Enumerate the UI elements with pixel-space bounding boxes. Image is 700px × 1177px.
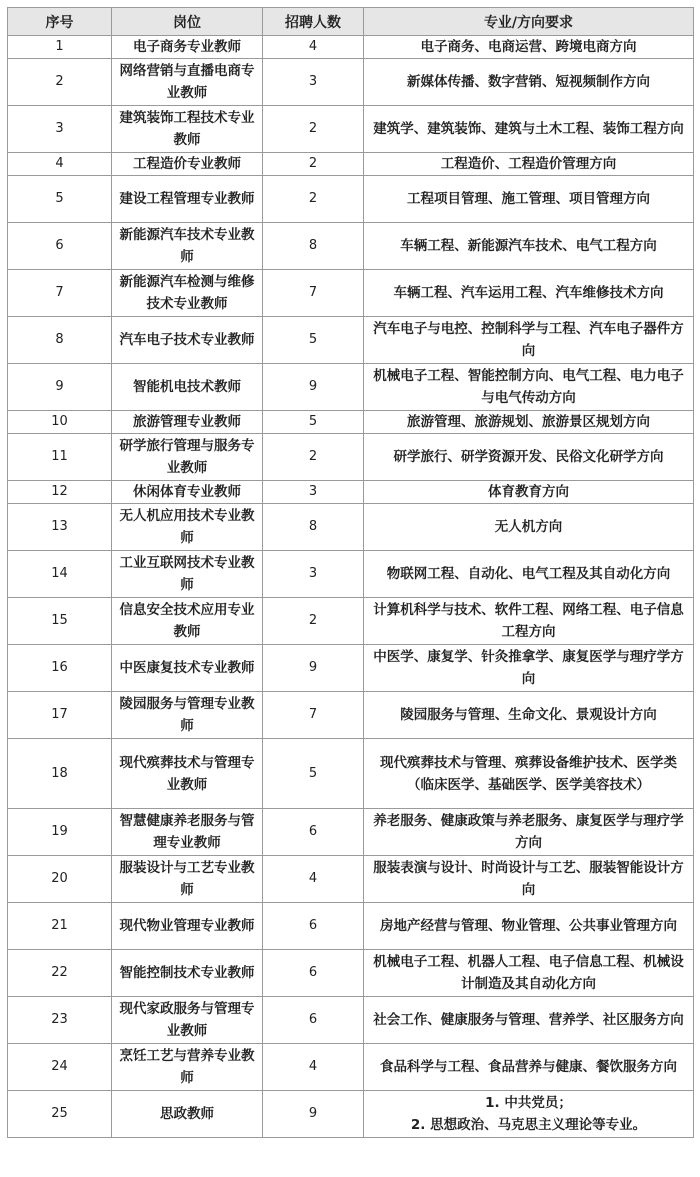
headcount-cell: 8 bbox=[263, 504, 364, 551]
row-number: 4 bbox=[8, 153, 112, 176]
row-number: 6 bbox=[8, 223, 112, 270]
headcount-cell: 5 bbox=[263, 739, 364, 809]
position-cell: 旅游管理专业教师 bbox=[112, 411, 263, 434]
position-cell: 信息安全技术应用专业教师 bbox=[112, 598, 263, 645]
position-cell: 网络营销与直播电商专业教师 bbox=[112, 59, 263, 106]
headcount-cell: 8 bbox=[263, 223, 364, 270]
row-number: 17 bbox=[8, 692, 112, 739]
header-count: 招聘人数 bbox=[263, 8, 364, 36]
table-row bbox=[8, 856, 694, 903]
headcount-cell: 5 bbox=[263, 317, 364, 364]
recruitment-table bbox=[7, 7, 694, 1138]
headcount-cell: 6 bbox=[263, 903, 364, 950]
row-number: 24 bbox=[8, 1044, 112, 1091]
row-number: 13 bbox=[8, 504, 112, 551]
table-row bbox=[8, 692, 694, 739]
position-cell: 现代殡葬技术与管理专业教师 bbox=[112, 739, 263, 809]
requirement-line: 中医学、康复学、针灸推拿学、康复医学与理疗学方向 bbox=[373, 649, 684, 687]
table-row bbox=[8, 106, 694, 153]
headcount-cell: 6 bbox=[263, 809, 364, 856]
row-number: 12 bbox=[8, 481, 112, 504]
position-cell: 中医康复技术专业教师 bbox=[112, 645, 263, 692]
requirement-cell bbox=[364, 1044, 694, 1091]
requirement-cell bbox=[364, 59, 694, 106]
position-cell: 建筑装饰工程技术专业教师 bbox=[112, 106, 263, 153]
position-cell: 无人机应用技术专业教师 bbox=[112, 504, 263, 551]
requirement-cell bbox=[364, 223, 694, 270]
row-number: 21 bbox=[8, 903, 112, 950]
table-row bbox=[8, 434, 694, 481]
row-number: 5 bbox=[8, 176, 112, 223]
table-row bbox=[8, 1091, 694, 1138]
row-number: 3 bbox=[8, 106, 112, 153]
position-cell: 工程造价专业教师 bbox=[112, 153, 263, 176]
requirement-cell bbox=[364, 434, 694, 481]
table-row bbox=[8, 950, 694, 997]
requirement-cell bbox=[364, 856, 694, 903]
requirement-line: 车辆工程、汽车运用工程、汽车维修技术方向 bbox=[393, 285, 664, 301]
requirement-line: 工程项目管理、施工管理、项目管理方向 bbox=[407, 191, 650, 207]
row-number: 2 bbox=[8, 59, 112, 106]
requirement-line: 体育教育方向 bbox=[488, 484, 569, 500]
table-row bbox=[8, 551, 694, 598]
table-row bbox=[8, 997, 694, 1044]
position-cell: 现代家政服务与管理专业教师 bbox=[112, 997, 263, 1044]
row-number: 20 bbox=[8, 856, 112, 903]
table-row bbox=[8, 270, 694, 317]
position-cell: 休闲体育专业教师 bbox=[112, 481, 263, 504]
requirement-line: 养老服务、健康政策与养老服务、康复医学与理疗学方向 bbox=[373, 813, 684, 851]
position-cell: 研学旅行管理与服务专业教师 bbox=[112, 434, 263, 481]
headcount-cell: 4 bbox=[263, 1044, 364, 1091]
position-cell: 现代物业管理专业教师 bbox=[112, 903, 263, 950]
position-cell: 陵园服务与管理专业教师 bbox=[112, 692, 263, 739]
headcount-cell: 6 bbox=[263, 997, 364, 1044]
requirement-cell bbox=[364, 997, 694, 1044]
requirement-cell bbox=[364, 36, 694, 59]
requirement-cell bbox=[364, 645, 694, 692]
row-number: 18 bbox=[8, 739, 112, 809]
requirement-line: 汽车电子与电控、控制科学与工程、汽车电子器件方向 bbox=[373, 321, 684, 359]
position-cell: 智能控制技术专业教师 bbox=[112, 950, 263, 997]
table-row bbox=[8, 739, 694, 809]
requirement-line: 2. 思想政治、马克思主义理论等专业。 bbox=[410, 1117, 647, 1133]
headcount-cell: 6 bbox=[263, 950, 364, 997]
requirement-cell bbox=[364, 1091, 694, 1138]
headcount-cell: 2 bbox=[263, 176, 364, 223]
requirement-line: 无人机方向 bbox=[494, 519, 563, 535]
requirement-line: 房地产经营与管理、物业管理、公共事业管理方向 bbox=[380, 918, 677, 934]
row-number: 9 bbox=[8, 364, 112, 411]
requirement-cell bbox=[364, 692, 694, 739]
requirement-cell bbox=[364, 739, 694, 809]
requirement-cell bbox=[364, 176, 694, 223]
table-row bbox=[8, 176, 694, 223]
row-number: 7 bbox=[8, 270, 112, 317]
table-row bbox=[8, 1044, 694, 1091]
requirement-line: 建筑学、建筑装饰、建筑与土木工程、装饰工程方向 bbox=[373, 121, 684, 137]
requirement-cell bbox=[364, 903, 694, 950]
position-cell: 新能源汽车检测与维修技术专业教师 bbox=[112, 270, 263, 317]
requirement-line: 机械电子工程、智能控制方向、电气工程、电力电子与电气传动方向 bbox=[373, 368, 684, 406]
row-number: 22 bbox=[8, 950, 112, 997]
header-requirement: 专业/方向要求 bbox=[364, 8, 694, 36]
table-row bbox=[8, 59, 694, 106]
table-row bbox=[8, 317, 694, 364]
requirement-line: 机械电子工程、机器人工程、电子信息工程、机械设计制造及其自动化方向 bbox=[373, 954, 684, 992]
requirement-line: 旅游管理、旅游规划、旅游景区规划方向 bbox=[407, 414, 650, 430]
table-row bbox=[8, 481, 694, 504]
headcount-cell: 2 bbox=[263, 153, 364, 176]
requirement-line: 新媒体传播、数字营销、短视频制作方向 bbox=[407, 74, 650, 90]
requirement-line: 服装表演与设计、时尚设计与工艺、服装智能设计方向 bbox=[373, 860, 684, 898]
position-cell: 思政教师 bbox=[112, 1091, 263, 1138]
row-number: 15 bbox=[8, 598, 112, 645]
headcount-cell: 9 bbox=[263, 364, 364, 411]
table-row bbox=[8, 411, 694, 434]
table-row bbox=[8, 504, 694, 551]
header-row bbox=[8, 8, 694, 36]
header-no: 序号 bbox=[8, 8, 112, 36]
table-row bbox=[8, 645, 694, 692]
headcount-cell: 4 bbox=[263, 856, 364, 903]
row-number: 10 bbox=[8, 411, 112, 434]
requirement-line: 物联网工程、自动化、电气工程及其自动化方向 bbox=[386, 566, 671, 582]
headcount-cell: 3 bbox=[263, 59, 364, 106]
headcount-cell: 2 bbox=[263, 106, 364, 153]
requirement-cell bbox=[364, 504, 694, 551]
table-row bbox=[8, 809, 694, 856]
position-cell: 烹饪工艺与营养专业教师 bbox=[112, 1044, 263, 1091]
headcount-cell: 7 bbox=[263, 692, 364, 739]
table-row bbox=[8, 598, 694, 645]
row-number: 16 bbox=[8, 645, 112, 692]
position-cell: 新能源汽车技术专业教师 bbox=[112, 223, 263, 270]
row-number: 14 bbox=[8, 551, 112, 598]
requirement-cell bbox=[364, 270, 694, 317]
table-row bbox=[8, 364, 694, 411]
position-cell: 工业互联网技术专业教师 bbox=[112, 551, 263, 598]
headcount-cell: 9 bbox=[263, 645, 364, 692]
headcount-cell: 2 bbox=[263, 598, 364, 645]
requirement-cell bbox=[364, 153, 694, 176]
headcount-cell: 3 bbox=[263, 551, 364, 598]
requirement-cell bbox=[364, 317, 694, 364]
requirement-cell bbox=[364, 809, 694, 856]
headcount-cell: 5 bbox=[263, 411, 364, 434]
headcount-cell: 2 bbox=[263, 434, 364, 481]
position-cell: 智能机电技术教师 bbox=[112, 364, 263, 411]
requirement-cell bbox=[364, 481, 694, 504]
row-number: 25 bbox=[8, 1091, 112, 1138]
requirement-cell bbox=[364, 598, 694, 645]
requirement-cell bbox=[364, 950, 694, 997]
table-row bbox=[8, 903, 694, 950]
table-row bbox=[8, 36, 694, 59]
requirement-line: 陵园服务与管理、生命文化、景观设计方向 bbox=[400, 707, 657, 723]
requirement-line: 食品科学与工程、食品营养与健康、餐饮服务方向 bbox=[380, 1059, 677, 1075]
requirement-cell bbox=[364, 106, 694, 153]
position-cell: 建设工程管理专业教师 bbox=[112, 176, 263, 223]
requirement-line: 社会工作、健康服务与管理、营养学、社区服务方向 bbox=[373, 1012, 684, 1028]
row-number: 23 bbox=[8, 997, 112, 1044]
row-number: 19 bbox=[8, 809, 112, 856]
row-number: 1 bbox=[8, 36, 112, 59]
requirement-cell bbox=[364, 411, 694, 434]
requirement-line: 现代殡葬技术与管理、殡葬设备维护技术、医学类（临床医学、基础医学、医学美容技术） bbox=[380, 754, 677, 793]
requirement-line: 电子商务、电商运营、跨境电商方向 bbox=[420, 39, 637, 55]
row-number: 8 bbox=[8, 317, 112, 364]
table-row bbox=[8, 223, 694, 270]
requirement-line: 车辆工程、新能源汽车技术、电气工程方向 bbox=[400, 238, 657, 254]
requirement-line: 计算机科学与技术、软件工程、网络工程、电子信息工程方向 bbox=[373, 602, 684, 640]
requirement-line: 研学旅行、研学资源开发、民俗文化研学方向 bbox=[393, 449, 664, 465]
requirement-cell bbox=[364, 551, 694, 598]
headcount-cell: 7 bbox=[263, 270, 364, 317]
requirement-line: 1. 中共党员； bbox=[485, 1095, 572, 1111]
table-row bbox=[8, 153, 694, 176]
requirement-cell bbox=[364, 364, 694, 411]
row-number: 11 bbox=[8, 434, 112, 481]
headcount-cell: 3 bbox=[263, 481, 364, 504]
headcount-cell: 9 bbox=[263, 1091, 364, 1138]
requirement-line: 工程造价、工程造价管理方向 bbox=[440, 156, 617, 172]
headcount-cell: 4 bbox=[263, 36, 364, 59]
position-cell: 服装设计与工艺专业教师 bbox=[112, 856, 263, 903]
header-position: 岗位 bbox=[112, 8, 263, 36]
position-cell: 汽车电子技术专业教师 bbox=[112, 317, 263, 364]
position-cell: 电子商务专业教师 bbox=[112, 36, 263, 59]
position-cell: 智慧健康养老服务与管理专业教师 bbox=[112, 809, 263, 856]
